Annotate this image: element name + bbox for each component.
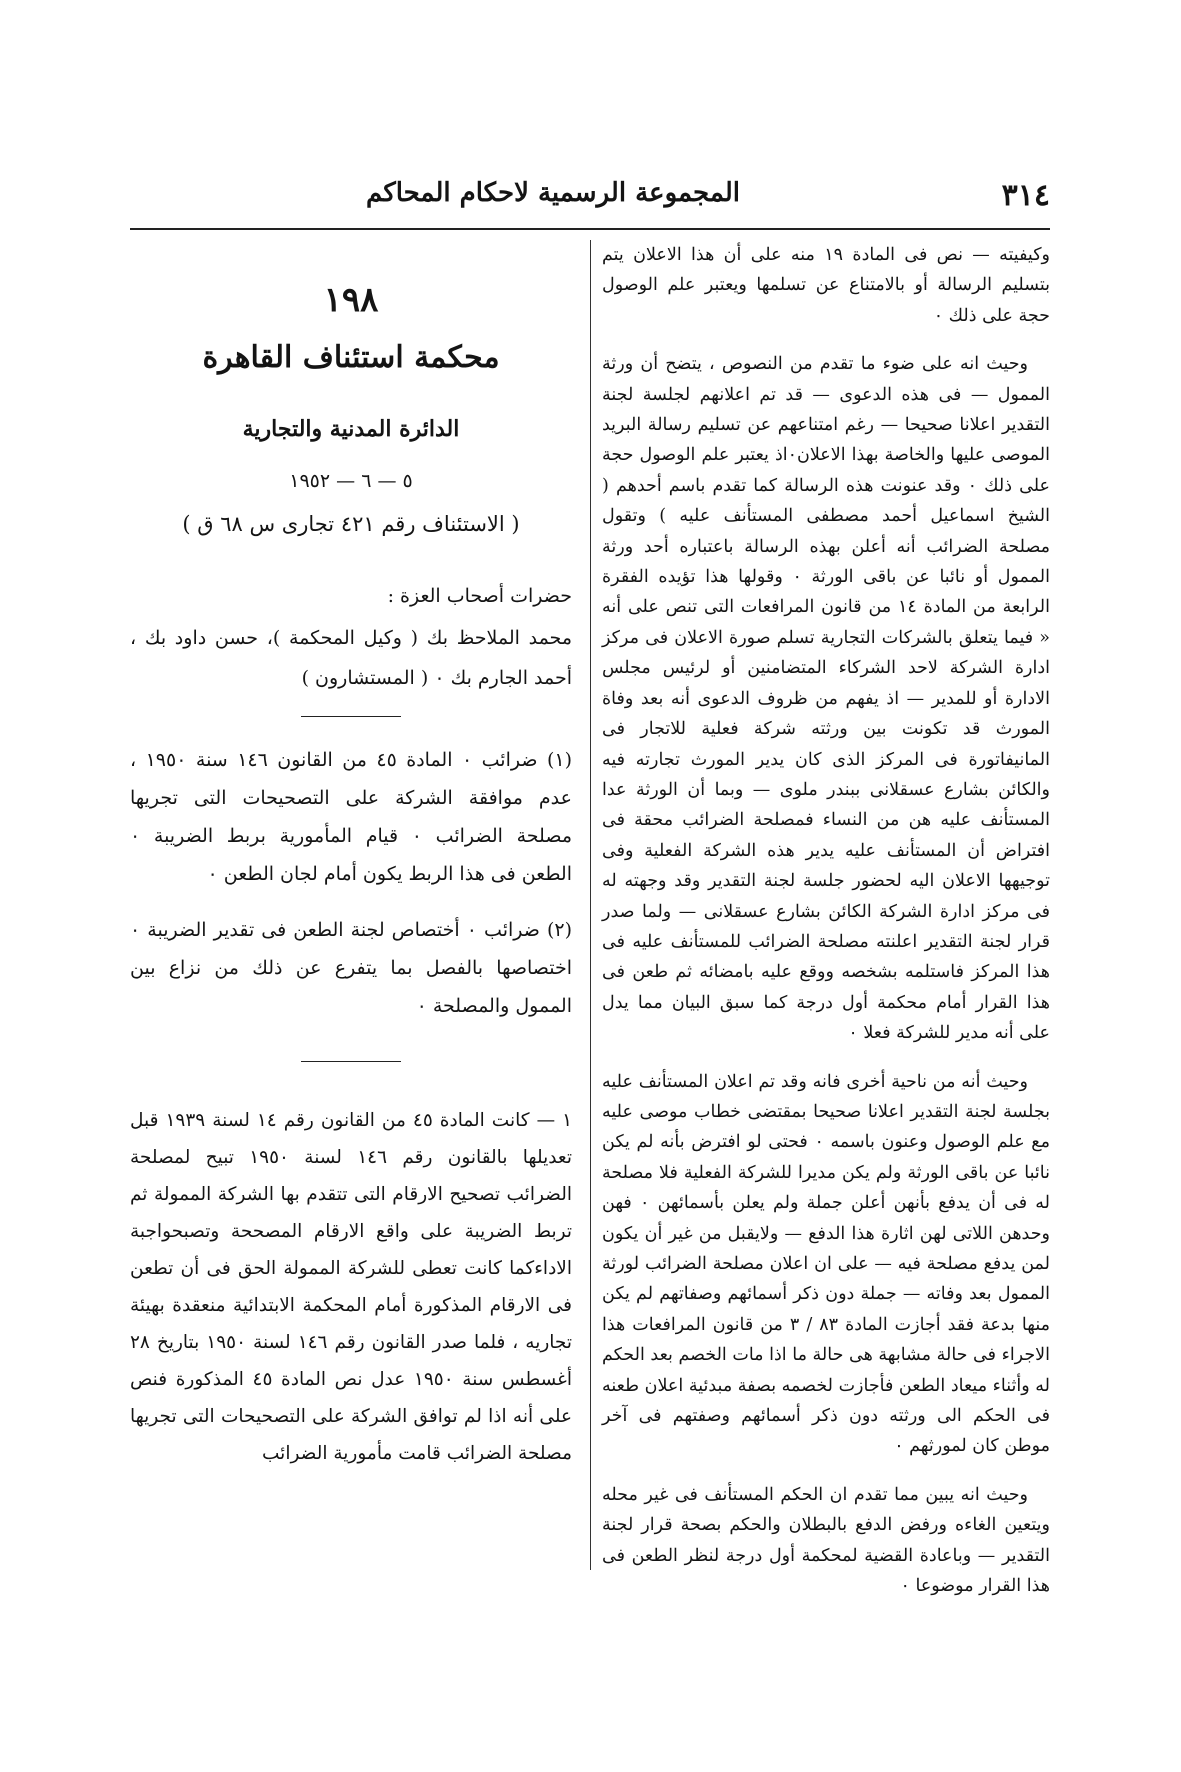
right-paragraph-4: وحيث انه يبين مما تقدم ان الحكم المستأنف فى غير محله ويتعين الغاءه ورفض الدفع بالبطلان والحكم بصحة قرار لجنة التقدير — وباعادة القضية لمحكمة أول درجة لنظر الطعن فى هذا القرار موضوعا ٠ [602, 1484, 1050, 1597]
page-number: ٣١٤ [1001, 178, 1050, 213]
court-name: محكمة استئناف القاهرة [202, 340, 500, 375]
headnote-1: (١) ضرائب ٠ المادة ٤٥ من القانون ١٤٦ سنة ١٩٥٠ ، عدم موافقة الشركة على التصحيحات التى تجريها مصلحة الضرائب ٠ قيام المأمورية بربط الضريبة ٠ الطعن فى هذا الربط يكون أمام لجان الطعن ٠ [130, 749, 572, 885]
right-column [602, 240, 1050, 1601]
column-divider [590, 240, 591, 1570]
header-rule [130, 228, 1050, 230]
circuit-name: الدائرة المدنية والتجارية [242, 416, 460, 442]
right-paragraph-2: وحيث انه على ضوء ما تقدم من النصوص ، يتضح أن ورثة الممول — فى هذه الدعوى — قد تم اعلانهم لجلسة لجنة التقدير اعلانا صحيحا — رغم امتناعهم عن تسليم رسالة البريد الموصى عليها والخاصة بهذا الاعلان٠اذ يعتبر علم الوصول حجة على ذلك ٠ وقد عنونت هذه الرسالة كما تقدم باسم أحدهم ( الشيخ اسماعيل أحمد مصطفى المستأنف عليه ) وتقول مصلحة الضرائب أنه أعلن بهذه الرسالة باعتباره أحد ورثة الممول أو نائبا عن باقى الورثة ٠ وقولها هذا تؤيده الفقرة الرابعة من المادة ١٤ من قانون المرافعات التى تنص على أنه « فيما يتعلق بالشركات التجارية تسلم صورة الاعلان فى مركز ادارة الشركة لاحد الشركاء المتضامنين أو لرئيس مجلس الادارة أو للمدير — اذ يفهم من ظروف الدعوى أنه بعد وفاة المورث قد تكونت بين ورثته شركة فعلية للاتجار فى المانيفاتورة فى المركز الذى كان يدير المورث تجارته فيه والكائن بشارع عسقلانى ببندر ملوى — وبما أن الورثة عدا المستأنف عليه هن من النساء فمصلحة الضرائب محقة فى افتراض أن المستأنف عليه يدير هذه الشركة الفعلية وفى توجيهها الاعلان اليه لحضور جلسة لجنة التقدير وقد وجهته له فى مركز ادارة الشركة الكائن بشارع عسقلانى — ولما صدر قرار لجنة التقدير اعلنته مصلحة الضرائب للمستأنف عليه فى هذا المركز فاستلمه بشخصه ووقع عليه بامضائه ثم طعن فى هذا القرار أمام محكمة أول درجة كما سبق البيان مما يدل على أنه مدير للشركة فعلا ٠ [602, 354, 1050, 1044]
bench-members: محمد الملاحظ بك ( وكيل المحكمة )، حسن داود بك ، أحمد الجارم بك ٠ ( المستشارون ) [130, 627, 572, 689]
right-paragraph-1: وكيفيته — نص فى المادة ١٩ منه على أن هذا الاعلان يتم بتسليم الرسالة أو بالامتناع عن تسلمها ويعتبر علم الوصول حجة على ذلك ٠ [602, 245, 1050, 326]
page-header [130, 178, 1050, 224]
bench-intro: حضرات أصحاب العزة : [387, 585, 572, 607]
left-body-paragraph: ١ — كانت المادة ٤٥ من القانون رقم ١٤ لسنة ١٩٣٩ قبل تعديلها بالقانون رقم ١٤٦ لسنة ١٩٥٠ تبيح لمصلحة الضرائب تصحيح الارقام التى تتقدم بها الشركة الممولة ثم تربط الضريبة على واقع الارقام المصححة وتصبحواجبة الاداءكما كانت تعطى للشركة الممولة الحق فى أن تطعن فى الارقام المذكورة أمام المحكمة الابتدائية منعقدة بهيئة تجاريه ، فلما صدر القانون رقم ١٤٦ لسنة ١٩٥٠ بتاريخ ٢٨ أغسطس سنة ١٩٥٠ عدل نص المادة ٤٥ المذكورة فنص على أنه اذا لم توافق الشركة على التصحيحات التى تجريها مصلحة الضرائب قامت مأمورية الضرائب [130, 1110, 573, 1464]
headnote-2: (٢) ضرائب ٠ أختصاص لجنة الطعن فى تقدير الضريبة ٠ اختصاصها بالفصل بما يتفرع عن ذلك من نزاع بين الممول والمصلحة ٠ [130, 919, 572, 1017]
decision-date: ٥ — ٦ — ١٩٥٢ [289, 470, 413, 492]
appeal-reference: ( الاستئناف رقم ٤٢١ تجارى س ٦٨ ق ) [182, 512, 520, 536]
running-title: المجموعة الرسمية لاحكام المحاكم [366, 178, 740, 208]
case-number: ١٩٨ [323, 280, 379, 320]
section-rule [301, 1061, 401, 1062]
left-column [130, 280, 572, 1472]
section-rule [301, 716, 401, 717]
right-paragraph-3: وحيث أنه من ناحية أخرى فانه وقد تم اعلان المستأنف عليه بجلسة لجنة التقدير اعلانا صحيحا بمقتضى خطاب موصى عليه مع علم الوصول وعنون باسمه ٠ فحتى لو افترض بأنه لم يكن نائبا عن باقى الورثة ولم يكن مديرا للشركة الفعلية فلا مصلحة له فى أن يدفع بأنهن أعلن جملة ولم يعلن بأسمائهن ٠ فهن وحدهن اللاتى لهن اثارة هذا الدفع — ولايقبل من غير أن يكون لمن يدفع مصلحة فيه — على ان اعلان مصلحة الضرائب لورثة الممول بعد وفاته — جملة دون ذكر أسمائهم وصفاتهم لم يكن منها بدعة فقد أجازت المادة ٨٣ / ٣ من قانون المرافعات هذا الاجراء فى حالة مشابهة هى حالة ما اذا مات الخصم بعد الحكم له وأثناء ميعاد الطعن فأجازت لخصمه بصفة مبدئية اعلان طعنه فى الحكم الى ورثته دون ذكر أسمائهم وصفتهم فى آخر موطن كان لمورثهم ٠ [602, 1071, 1050, 1457]
